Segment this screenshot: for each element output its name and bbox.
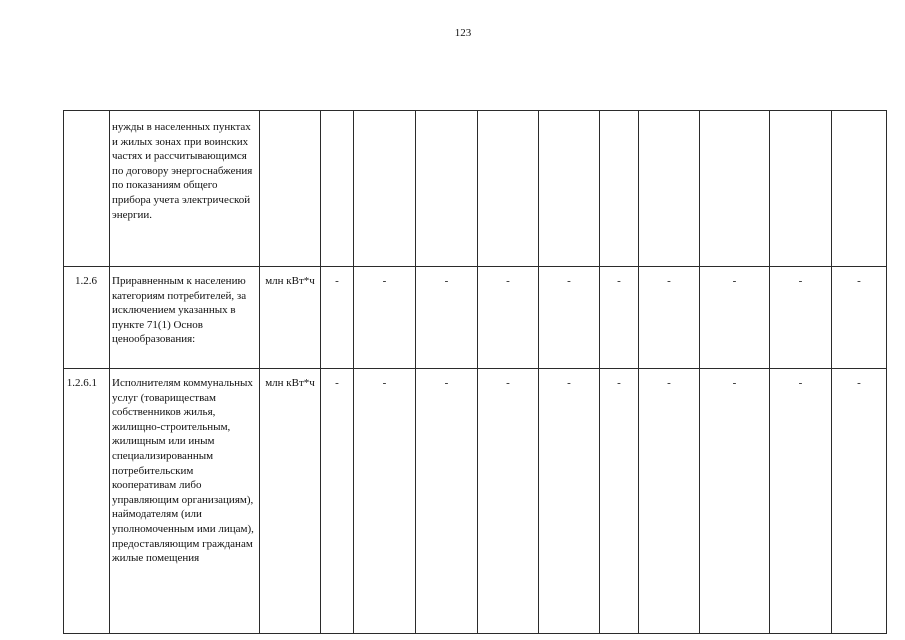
- row-value-cell: [770, 111, 832, 267]
- row-name-cell: Приравненным к населению категориям потребителей, за исключением указанных в пункте 71(1) Основ ценообразования:: [110, 267, 260, 369]
- row-value-cell: -: [354, 267, 416, 369]
- row-unit-cell: млн кВт*ч: [260, 369, 321, 634]
- row-unit-cell: [260, 111, 321, 267]
- tariff-table: [63, 110, 887, 634]
- row-value-cell: -: [700, 369, 770, 634]
- row-number-cell: 1.2.6.1: [64, 369, 110, 634]
- row-number-cell: 1.2.6: [64, 267, 110, 369]
- row-value-cell: [639, 111, 700, 267]
- row-value-cell: -: [416, 267, 478, 369]
- row-value-cell: -: [321, 267, 354, 369]
- row-value-cell: -: [600, 369, 639, 634]
- row-value-cell: -: [639, 369, 700, 634]
- row-name-cell: Исполнителям коммунальных услуг (товариществам собственников жилья, жилищно-строительным, жилищным или иным специализированным потребительским кооперативам либо управляющим организациям), наймодателям (или уполномоченным ими лицам), предоставляющим гражданам жилые помещения: [110, 369, 260, 634]
- row-value-cell: [321, 111, 354, 267]
- row-value-cell: -: [832, 369, 887, 634]
- row-name-cell: нужды в населенных пунктах и жилых зонах при воинских частях и рассчитывающимся по договору энергоснабжения по показаниям общего прибора учета электрической энергии.: [110, 111, 260, 267]
- table-row: [64, 111, 887, 267]
- row-value-cell: -: [600, 267, 639, 369]
- row-value-cell: [354, 111, 416, 267]
- row-value-cell: [600, 111, 639, 267]
- row-value-cell: -: [770, 267, 832, 369]
- row-value-cell: -: [639, 267, 700, 369]
- page-number: 123: [454, 27, 472, 39]
- row-value-cell: -: [321, 369, 354, 634]
- row-value-cell: -: [539, 369, 600, 634]
- row-value-cell: [539, 111, 600, 267]
- row-value-cell: -: [700, 267, 770, 369]
- row-value-cell: -: [478, 369, 539, 634]
- row-value-cell: -: [416, 369, 478, 634]
- row-value-cell: [478, 111, 539, 267]
- table-row: [64, 267, 887, 369]
- row-unit-cell: млн кВт*ч: [260, 267, 321, 369]
- row-value-cell: -: [354, 369, 416, 634]
- table-row: [64, 369, 887, 634]
- row-number-cell: [64, 111, 110, 267]
- row-value-cell: [416, 111, 478, 267]
- table-body: [64, 111, 887, 634]
- row-value-cell: -: [770, 369, 832, 634]
- row-value-cell: -: [539, 267, 600, 369]
- row-value-cell: [832, 111, 887, 267]
- row-value-cell: -: [832, 267, 887, 369]
- row-value-cell: [700, 111, 770, 267]
- row-value-cell: -: [478, 267, 539, 369]
